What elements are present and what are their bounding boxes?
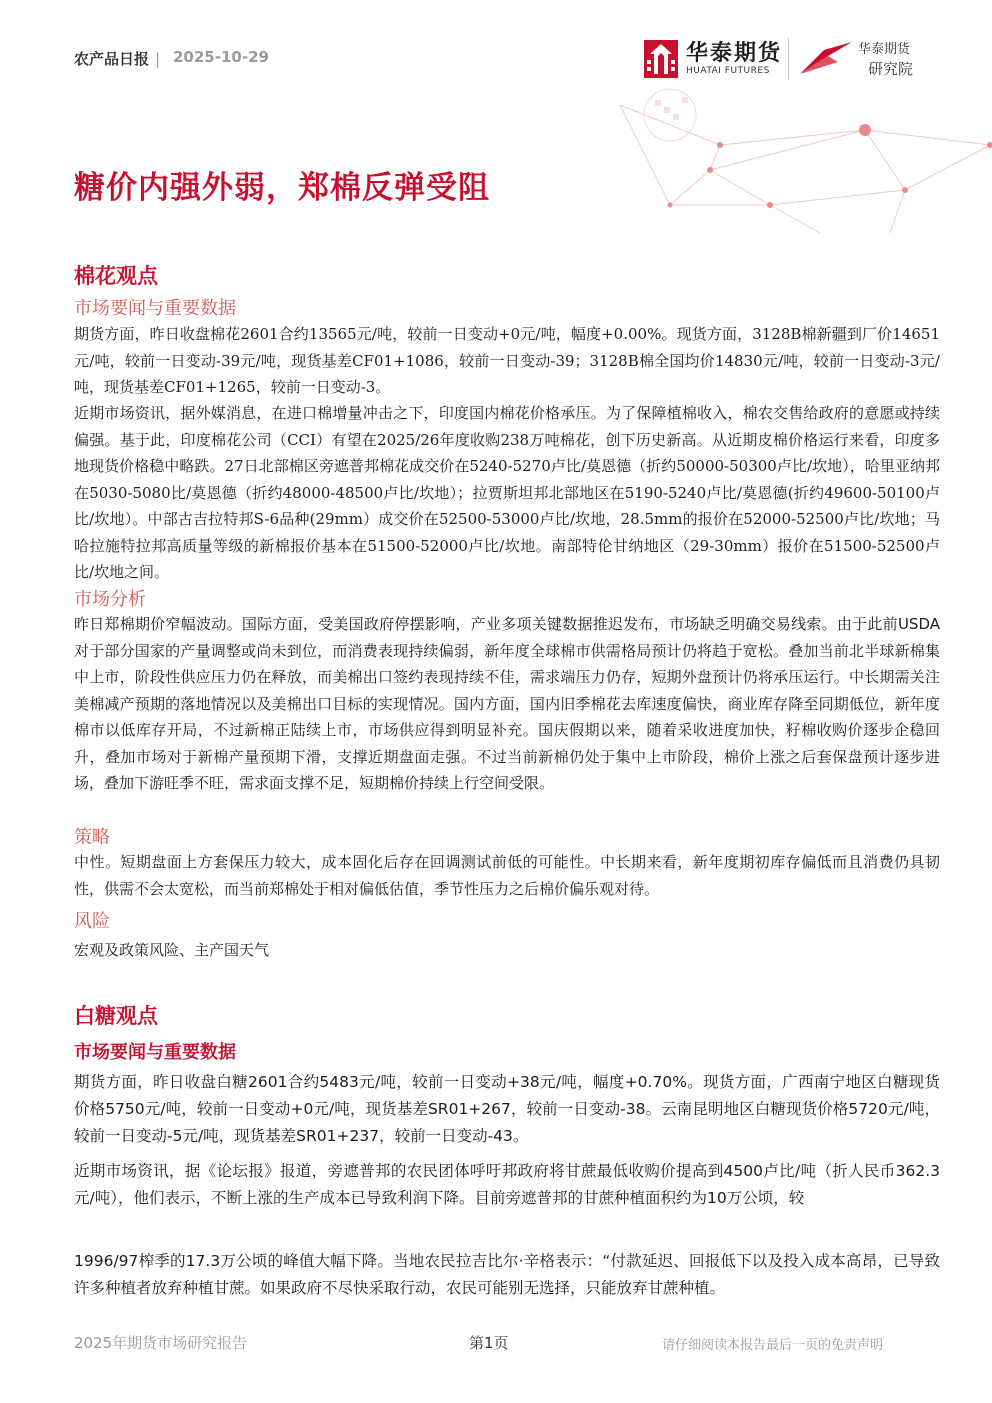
logo-divider — [788, 38, 789, 80]
page-header — [0, 0, 992, 235]
report-type: 农产品日报 | — [74, 50, 161, 68]
page-footer — [0, 1320, 992, 1370]
network-decoration-icon — [560, 85, 992, 235]
cotton-risk-paragraph: 宏观及政策风险、主产国天气 — [74, 941, 270, 959]
header-separator: | — [155, 50, 161, 68]
cotton-strategy-heading: 策略 — [74, 827, 110, 848]
report-date: 2025-10-29 — [173, 48, 269, 66]
footer-disclaimer: 请仔细阅读本报告最后一页的免责声明 — [662, 1338, 884, 1353]
sugar-news-heading: 市场要闻与重要数据 — [74, 1042, 236, 1063]
sugar-section-heading: 白糖观点 — [74, 1004, 158, 1028]
footer-report-name: 2025年期货市场研究报告 — [74, 1334, 248, 1352]
sugar-news-paragraph-2: 近期市场资讯，据《论坛报》报道，旁遮普邦的农民团体呼吁邦政府将甘蔗最低收购价提高到4500卢比/吨（折人民币362.3元/吨），他们表示，不断上涨的生产成本已导致利润下降。目前旁遮普邦的甘蔗种植面积约为10万公顷，较 — [74, 1162, 940, 1207]
cotton-news-heading: 市场要闻与重要数据 — [74, 298, 236, 319]
cotton-strategy-paragraph: 中性。短期盘面上方套保压力较大，成本固化后存在回调测试前低的可能性。中长期来看，新年度期初库存偏低而且消费仍具韧性，供需不会太宽松，而当前郑棉处于相对偏低估值，季节性压力之后棉价偏乐观对待。 — [74, 853, 940, 898]
cotton-analysis-heading: 市场分析 — [74, 589, 146, 610]
report-title: 糖价内强外弱，郑棉反弹受阻 — [74, 170, 490, 206]
cotton-news-paragraph-1: 期货方面，昨日收盘棉花2601合约13565元/吨，较前一日变动+0元/吨，幅度+0.00%。现货方面，3128B棉新疆到厂价14651元/吨，较前一日变动-39元/吨，现货基差CF01+1086，较前一日变动-39；3128B棉全国均价14830元/吨，较前一日变动-3元/吨，现货基差CF01+1265，较前一日变动-3。 — [74, 325, 940, 396]
logo-chinese-name: 华泰期货 — [686, 41, 783, 66]
institute-subtitle: 研究院 — [868, 60, 914, 78]
cotton-risk-heading: 风险 — [74, 911, 110, 932]
huatai-logo-icon — [644, 40, 678, 78]
cotton-news-paragraph-2: 近期市场资讯，据外媒消息，在进口棉增量冲击之下，印度国内棉花价格承压。为了保障植棉收入，棉农交售给政府的意愿或持续偏强。基于此，印度棉花公司（CCI）有望在2025/26年度收购238万吨棉花，创下历史新高。从近期皮棉价格运行来看，印度多地现货价格稳中略跌。27日北部棉区旁遮普邦棉花成交价在5240-5270卢比/莫恩德（折约50000-50300卢比/坎地），哈里亚纳邦在5030-5080比/莫恩德（折约48000-48500卢比/坎地）；拉贾斯坦邦北部地区在5190-5240卢比/莫恩德(折约49600-50100卢比/坎地）。中部古吉拉特邦S-6品种(29mm）成交价在52500-53000卢比/坎地，28.5mm的报价在52000-52500卢比/坎地；马哈拉施特拉邦高质量等级的新棉报价基本在51500-52000卢比/坎地。南部特伦甘纳地区（29-30mm）报价在51500-52500卢比/坎地之间。 — [74, 404, 940, 581]
institute-logo-icon — [798, 40, 854, 78]
cotton-analysis-paragraph: 昨日郑棉期价窄幅波动。国际方面，受美国政府停摆影响，产业多项关键数据推迟发布，市场缺乏明确交易线索。由于此前USDA对于部分国家的产量调整或尚未到位，而消费表现持续偏弱，新年度全球棉市供需格局预计仍将趋于宽松。叠加当前北半球新棉集中上市，阶段性供应压力仍在释放，而美棉出口签约表现持续不佳，需求端压力仍存，短期外盘预计仍将承压运行。中长期需关注美棉减产预期的落地情况以及美棉出口目标的实现情况。国内方面，国内旧季棉花去库速度偏快，商业库存降至同期低位，新年度棉市以低库存开局，不过新棉正陆续上市，市场供应得到明显补充。国庆假期以来，随着采收进度加快，籽棉收购价逐步企稳回升，叠加市场对于新棉产量预期下滑，支撑近期盘面走强。不过当前新棉仍处于集中上市阶段，棉价上涨之后套保盘预计逐步进场，叠加下游旺季不旺，需求面支撑不足，短期棉价持续上行空间受限。 — [74, 615, 940, 792]
footer-page-number: 第1页 — [469, 1334, 509, 1352]
sugar-news-paragraph-3: 1996/97榨季的17.3万公顷的峰值大幅下降。当地农民拉吉比尔·辛格表示：“付款延迟、回报低下以及投入成本高昂，已导致许多种植者放弃种植甘蔗。如果政府不尽快采取行动，农民可能别无选择，只能放弃甘蔗种植。 — [74, 1252, 940, 1297]
cotton-section-heading: 棉花观点 — [74, 264, 158, 288]
sugar-news-paragraph-1: 期货方面，昨日收盘白糖2601合约5483元/吨，较前一日变动+38元/吨，幅度+0.70%。现货方面，广西南宁地区白糖现货价格5750元/吨，较前一日变动+0元/吨，现货基差SR01+267，较前一日变动-38。云南昆明地区白糖现货价格5720元/吨，较前一日变动-5元/吨，现货基差SR01+237，较前一日变动-43。 — [74, 1073, 940, 1145]
institute-name: 华泰期货 — [858, 42, 911, 57]
logo-english-name: HUATAI FUTURES — [686, 66, 770, 76]
